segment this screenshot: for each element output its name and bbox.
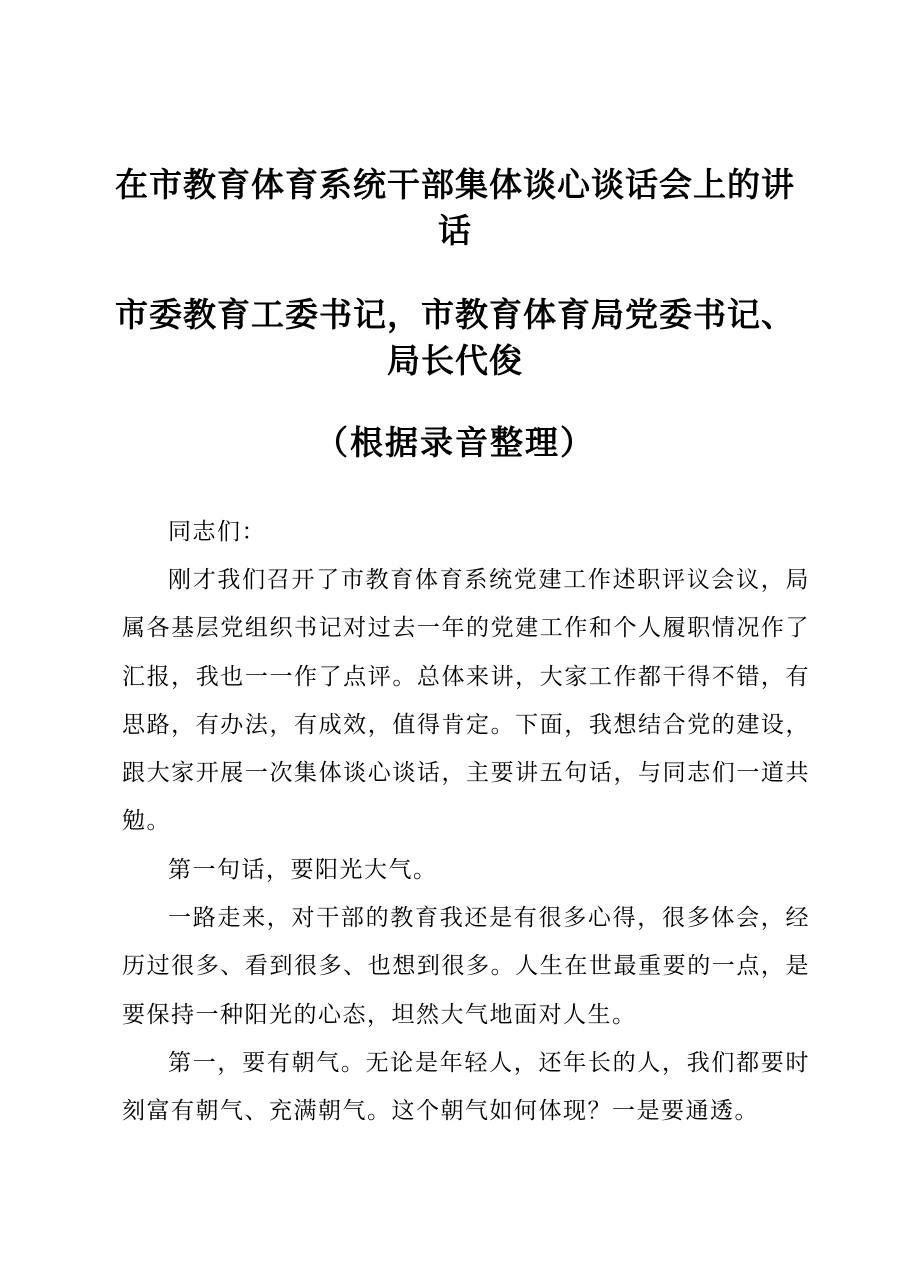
paragraph: 一路走来，对干部的教育我还是有很多心得，很多体会，经历过很多、看到很多、也想到很多。人生在世最重要的一点，是要保持一种阳光的心态，坦然大气地面对人生。 (122, 905, 810, 1028)
speaker-line: 市委教育工委书记，市教育体育局党委书记、局长代俊 (115, 295, 795, 380)
salutation (122, 508, 810, 556)
section-paragraph (122, 894, 810, 1039)
transcript-note: （根据录音整理） (315, 423, 595, 462)
point-paragraph (122, 1039, 810, 1136)
document-title: 在市教育体育系统干部集体谈心谈话会上的讲话 (115, 165, 795, 250)
paragraph: 第一句话，要阳光大气。 (168, 857, 438, 883)
paragraph: 同志们： (168, 519, 266, 545)
paragraph: 刚才我们召开了市教育体育系统党建工作述职评议会议，局属各基层党组织书记对过去一年的党建工作和个人履职情况作了汇报，我也一一作了点评。总体来讲，大家工作都干得不错，有思路，有办法，有成效，值得肯定。下面，我想结合党的建设，跟大家开展一次集体谈心谈话，主要讲五句话，与同志们一道共勉。 (122, 567, 810, 835)
intro-paragraph (122, 556, 810, 846)
paragraph: 第一，要有朝气。无论是年轻人，还年长的人，我们都要时刻富有朝气、充满朝气。这个朝气如何体现？一是要通透。 (122, 1050, 810, 1125)
section-heading-first (122, 846, 810, 894)
